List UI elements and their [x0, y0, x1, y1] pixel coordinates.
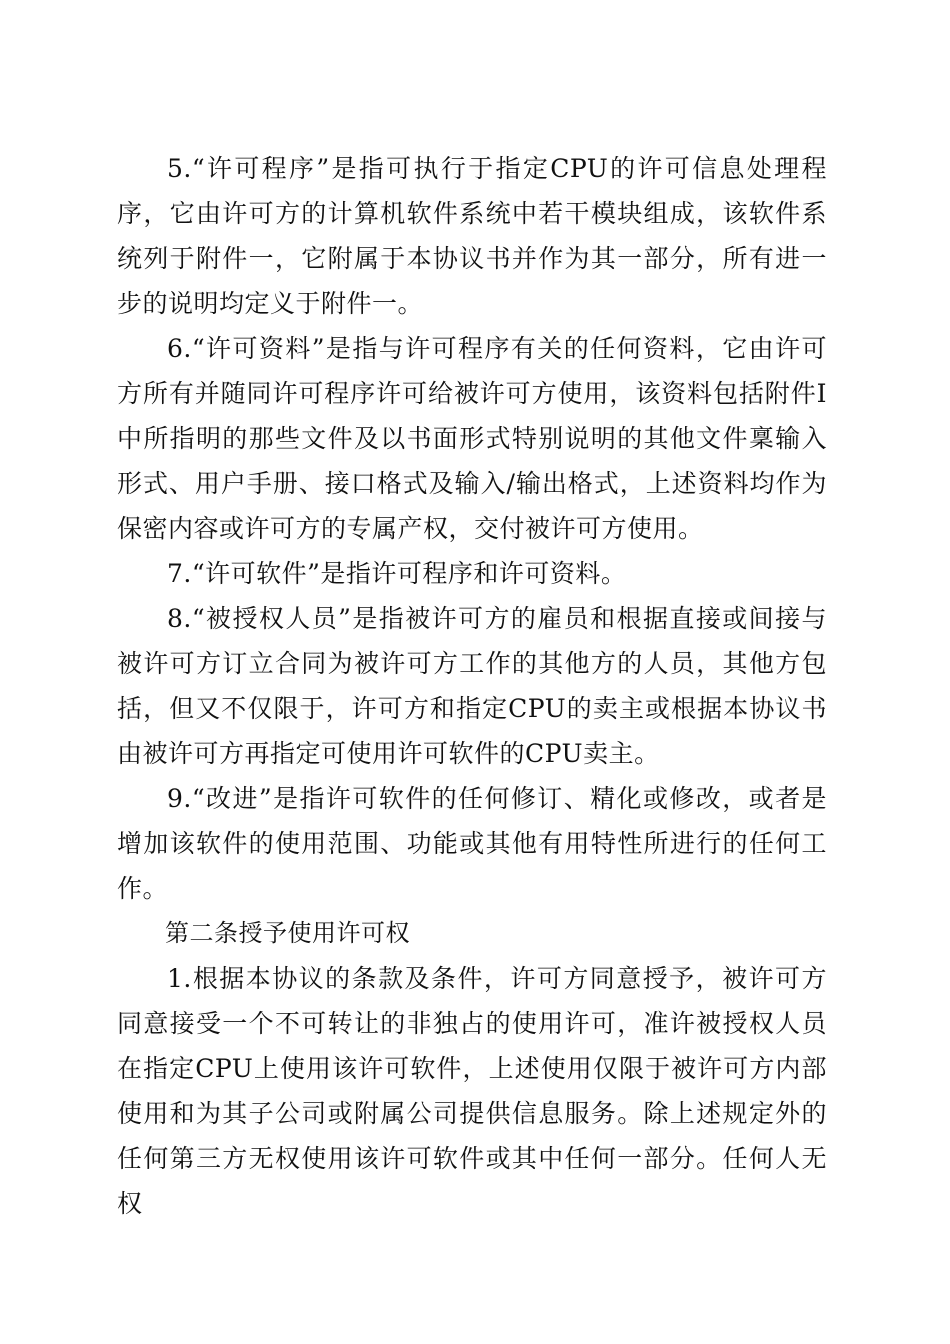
clause-5-paragraph: 5.“许可程序”是指可执行于指定CPU的许可信息处理程序，它由许可方的计算机软件系统中若干模块组成，该软件系统列于附件一，它附属于本协议书并作为其一部分，所有进一步的说明均定义于附件一。: [117, 154, 827, 318]
clause-7-paragraph: 7.“许可软件”是指许可程序和许可资料。: [167, 559, 627, 588]
document-body: [117, 146, 827, 1226]
clause-6-paragraph: 6.“许可资料”是指与许可程序有关的任何资料，它由许可方所有并随同许可程序许可给被许可方使用，该资料包括附件I中所指明的那些文件及以书面形式特别说明的其他文件稟输入形式、用户手册、接口格式及输入/输出格式，上述资料均作为保密内容或许可方的专属产权，交付被许可方使用。: [117, 334, 827, 543]
section-clause-1-paragraph: 1.根据本协议的条款及条件，许可方同意授予，被许可方同意接受一个不可转让的非独占的使用许可，准许被授权人员在指定CPU上使用该许可软件，上述使用仅限于被许可方内部使用和为其子公司或附属公司提供信息服务。除上述规定外的任何第三方无权使用该许可软件或其中任何一部分。任何人无权: [117, 964, 827, 1218]
clause-9-paragraph: 9.“改进”是指许可软件的任何修订、精化或修改，或者是增加该软件的使用范围、功能或其他有用特性所进行的任何工作。: [117, 784, 827, 903]
clause-8-paragraph: 8.“被授权人员”是指被许可方的雇员和根据直接或间接与被许可方订立合同为被许可方工作的其他方的人员，其他方包括，但又不仅限于，许可方和指定CPU的卖主或根据本协议书由被许可方再指定可使用许可软件的CPU卖主。: [117, 604, 827, 768]
section-heading: 第二条授予使用许可权: [165, 919, 410, 947]
